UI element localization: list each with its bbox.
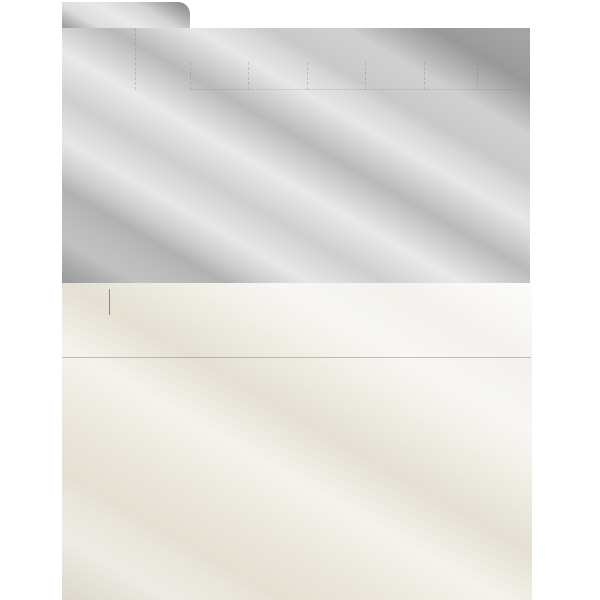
hip-inch-header	[307, 62, 365, 90]
notice-bar	[62, 283, 532, 321]
column-group-waist	[190, 28, 307, 62]
hip-cm-header	[365, 62, 424, 90]
column-header-size	[62, 28, 135, 90]
waist-inch-header	[190, 62, 248, 90]
size-conversion-table	[62, 28, 530, 283]
waist-cm-header	[248, 62, 307, 90]
notice-divider	[109, 289, 110, 315]
weight-header-grid	[62, 321, 531, 357]
column-header-us-size	[135, 28, 190, 90]
column-group-hip	[307, 28, 424, 62]
height-size-matrix	[62, 357, 531, 600]
inseam-cm-header	[477, 62, 530, 90]
column-group-inseam	[424, 28, 530, 62]
fit-guide-section	[62, 283, 532, 600]
page-title	[62, 2, 190, 28]
inseam-inch-header	[424, 62, 477, 90]
